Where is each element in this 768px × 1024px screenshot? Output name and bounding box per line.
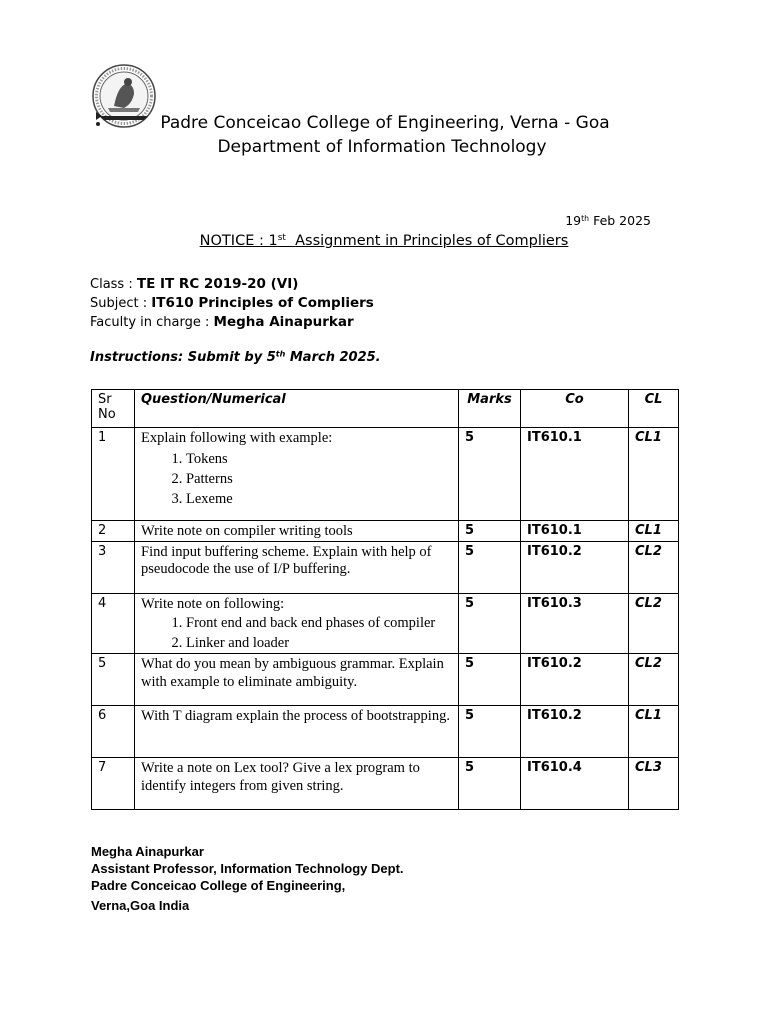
cl-cell: CL1	[629, 521, 679, 542]
subject-value: IT610 Principles of Compliers	[151, 295, 374, 311]
header-question: Question/Numerical	[135, 390, 459, 428]
marks-cell: 5	[459, 593, 521, 654]
sr-no-cell: 3	[92, 541, 135, 593]
co-cell: IT610.3	[521, 593, 629, 654]
subject-label: Subject :	[90, 296, 152, 311]
question-cell: With T diagram explain the process of bootstrapping.	[135, 706, 459, 758]
list-item: 1. Front end and back end phases of compiler	[186, 613, 452, 633]
co-cell: IT610.1	[521, 428, 629, 521]
department-name: Department of Information Technology	[217, 137, 547, 157]
signature-title: Assistant Professor, Information Technology Dept.	[91, 861, 404, 876]
list-item: 2. Linker and loader	[186, 633, 452, 653]
college-name: Padre Conceicao College of Engineering, Verna - Goa	[160, 113, 610, 133]
class-value: TE IT RC 2019-20 (VI)	[136, 276, 299, 292]
header-cl: CL	[629, 390, 679, 428]
sr-no-cell: 5	[92, 654, 135, 706]
class-label: Class :	[90, 277, 137, 292]
marks-cell: 5	[459, 521, 521, 542]
instructions-rest: March 2025.	[289, 350, 381, 365]
signature-name: Megha Ainapurkar	[91, 844, 204, 859]
table-row	[92, 706, 679, 758]
marks-cell: 5	[459, 428, 521, 521]
sr-no-cell: 7	[92, 758, 135, 810]
faculty-label: Faculty in charge :	[90, 315, 214, 330]
notice-title	[0, 233, 768, 249]
marks-cell: 5	[459, 758, 521, 810]
cl-cell: CL2	[629, 654, 679, 706]
list-item: 1. Tokens	[186, 449, 452, 469]
header-co: Co	[521, 390, 629, 428]
header-sr-no: Sr No	[92, 390, 135, 428]
question-text: Write note on following:	[141, 595, 285, 612]
question-list	[141, 449, 452, 509]
date-day: 19	[565, 213, 582, 228]
table-header-row	[92, 390, 679, 428]
instructions	[90, 350, 381, 365]
signature-place: Verna,Goa India	[91, 898, 190, 913]
cl-cell: CL2	[629, 541, 679, 593]
co-cell: IT610.2	[521, 654, 629, 706]
notice-prefix: NOTICE : 1	[199, 233, 278, 249]
table-row	[92, 541, 679, 593]
instructions-text: Instructions: Submit by 5	[90, 350, 276, 365]
question-cell: Find input buffering scheme. Explain with help of pseudocode the use of I/P buffering.	[135, 541, 459, 593]
class-line	[90, 276, 298, 292]
sr-no-cell: 1	[92, 428, 135, 521]
marks-cell: 5	[459, 706, 521, 758]
table-row	[92, 593, 679, 654]
notice-date	[565, 213, 651, 228]
co-cell: IT610.4	[521, 758, 629, 810]
faculty-line	[90, 314, 354, 330]
cl-cell: CL3	[629, 758, 679, 810]
question-list	[141, 613, 452, 653]
marks-cell: 5	[459, 541, 521, 593]
faculty-value: Megha Ainapurkar	[213, 314, 354, 330]
sr-no-cell: 6	[92, 706, 135, 758]
question-cell: Write a note on Lex tool? Give a lex program to identify integers from given string.	[135, 758, 459, 810]
questions-table	[91, 389, 679, 810]
cl-cell: CL2	[629, 593, 679, 654]
table-row	[92, 654, 679, 706]
sr-no-cell: 4	[92, 593, 135, 654]
question-cell: What do you mean by ambiguous grammar. Explain with example to eliminate ambiguity.	[135, 654, 459, 706]
cl-cell: CL1	[629, 706, 679, 758]
cl-cell: CL1	[629, 428, 679, 521]
question-text: Explain following with example:	[141, 430, 333, 446]
date-rest: Feb 2025	[593, 213, 651, 228]
marks-cell: 5	[459, 654, 521, 706]
signature-college: Padre Conceicao College of Engineering,	[91, 878, 346, 893]
table-row	[92, 758, 679, 810]
sr-no-cell: 2	[92, 521, 135, 542]
question-cell: Write note on compiler writing tools	[135, 521, 459, 542]
question-cell	[135, 593, 459, 654]
list-item: 3. Lexeme	[186, 489, 452, 509]
header-marks: Marks	[459, 390, 521, 428]
list-item: 2. Patterns	[186, 469, 452, 489]
instructions-suffix: th	[275, 349, 286, 359]
subject-line	[90, 295, 374, 311]
table-row	[92, 428, 679, 521]
co-cell: IT610.2	[521, 706, 629, 758]
date-suffix: th	[581, 213, 590, 223]
question-cell	[135, 428, 459, 521]
notice-suffix: st	[277, 233, 286, 244]
table-row	[92, 521, 679, 542]
notice-rest: Assignment in Principles of Compliers	[295, 233, 569, 249]
co-cell: IT610.1	[521, 521, 629, 542]
co-cell: IT610.2	[521, 541, 629, 593]
